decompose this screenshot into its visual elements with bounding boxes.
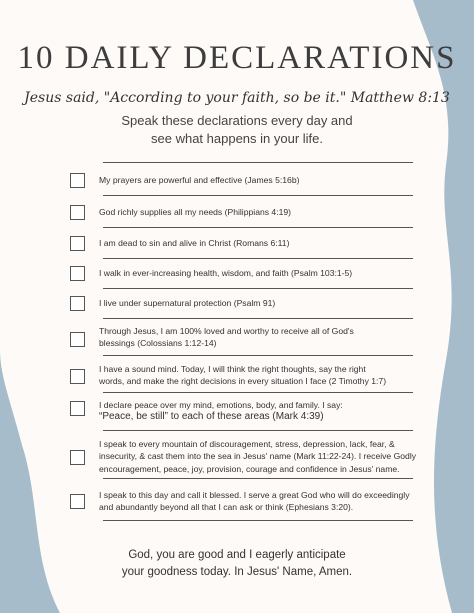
declaration-line: Through Jesus, I am 100% loved and worthy to receive all of God's xyxy=(99,326,354,336)
closing-line: your goodness today. In Jesus' Name, Amen. xyxy=(121,566,353,578)
declaration-text xyxy=(99,237,429,249)
declaration-line: I live under supernatural protection (Psalm 91) xyxy=(99,298,276,308)
declaration-text xyxy=(99,174,429,186)
closing-line: God, you are good and I eagerly anticipate xyxy=(128,549,346,561)
declaration-line: My prayers are powerful and effective (James 5:16b) xyxy=(99,175,300,185)
declaration-line: encouragement, peace, joy, provision, courage and confidence in Jesus' name. xyxy=(99,463,400,474)
intro-line: Speak these declarations every day and xyxy=(121,113,353,128)
declaration-line: I have a sound mind. Today, I will think the right thoughts, say the right xyxy=(99,364,366,374)
declaration-text xyxy=(99,206,429,218)
closing-prayer xyxy=(100,547,374,581)
declaration-line: words, and make the right decisions in every situation I face (2 Timothy 1:7) xyxy=(99,376,387,387)
declaration-line: insecurity, & cast them into the sea in Jesus' name (Mark 11:22-24). I receive Godly xyxy=(99,451,417,462)
divider-line xyxy=(103,430,413,431)
declaration-checkbox[interactable] xyxy=(70,205,85,220)
declaration-line: blessings (Colossians 1:12-14) xyxy=(99,338,217,349)
declaration-checkbox[interactable] xyxy=(70,236,85,251)
declaration-checkbox[interactable] xyxy=(70,369,85,384)
declaration-text xyxy=(99,325,429,350)
declaration-line: God richly supplies all my needs (Philippians 4:19) xyxy=(99,207,292,217)
declaration-checkbox[interactable] xyxy=(70,332,85,347)
declaration-checkbox[interactable] xyxy=(70,173,85,188)
declaration-text xyxy=(99,438,429,475)
declaration-checkbox[interactable] xyxy=(70,296,85,311)
declaration-line: I walk in ever-increasing health, wisdom, and faith (Psalm 103:1-5) xyxy=(99,268,353,278)
divider-line xyxy=(103,478,413,479)
declaration-checkbox[interactable] xyxy=(70,401,85,416)
declaration-line: I speak to this day and call it blessed. I serve a great God who will do exceedingly xyxy=(99,490,410,500)
declaration-checkbox[interactable] xyxy=(70,450,85,465)
divider-line xyxy=(103,355,413,356)
declaration-checkbox[interactable] xyxy=(70,266,85,281)
page-title: 10 DAILY DECLARATIONS xyxy=(17,40,457,76)
intro-line: see what happens in your life. xyxy=(151,131,323,146)
divider-line xyxy=(103,392,413,393)
divider-line xyxy=(103,162,413,163)
divider-line xyxy=(103,520,413,521)
divider-line xyxy=(103,318,413,319)
scripture-quote: Jesus said, "According to your faith, so be it." Matthew 8:13 xyxy=(24,90,450,106)
divider-line xyxy=(103,227,413,228)
intro-text xyxy=(100,112,374,148)
declaration-line: I am dead to sin and alive in Christ (Romans 6:11) xyxy=(99,238,290,248)
declaration-text xyxy=(99,267,429,279)
declaration-checkbox[interactable] xyxy=(70,494,85,509)
divider-line xyxy=(103,195,413,196)
divider-line xyxy=(103,258,413,259)
declaration-text xyxy=(99,363,429,388)
declaration-line: and abundantly beyond all that I can ask or think (Ephesians 3:20). xyxy=(99,502,354,513)
declaration-line: I declare peace over my mind, emotions, body, and family. I say: xyxy=(99,400,343,410)
declaration-text xyxy=(99,297,429,309)
declaration-text xyxy=(99,489,429,514)
declaration-line: I speak to every mountain of discouragement, stress, depression, lack, fear, & xyxy=(99,439,395,449)
declaration-text xyxy=(99,399,429,424)
declaration-line: “Peace, be still” to each of these areas (Mark 4:39) xyxy=(99,411,324,423)
divider-line xyxy=(103,288,413,289)
